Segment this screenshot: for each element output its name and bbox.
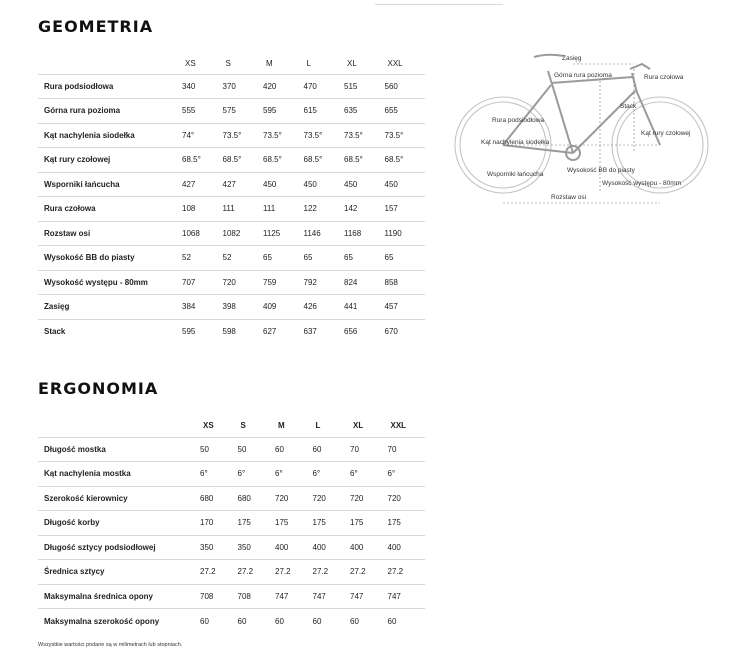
cell-value: 73.5° xyxy=(263,130,282,140)
table-row xyxy=(38,609,425,634)
cell-value: 655 xyxy=(384,106,398,116)
cell-value: 555 xyxy=(182,106,196,116)
cell-value: 656 xyxy=(344,327,358,336)
cell-value: 65 xyxy=(384,253,394,263)
row-label: Długość sztycy podsiodłowej xyxy=(44,542,156,552)
size-header-l: L xyxy=(306,58,311,68)
cell-value: 441 xyxy=(344,302,358,312)
row-label: Wysokość BB do piasty xyxy=(44,253,135,263)
cell-value: 637 xyxy=(303,327,317,336)
cell-value: 635 xyxy=(344,106,358,116)
row-label: Kąt nachylenia siodełka xyxy=(44,130,135,140)
cell-value: 759 xyxy=(263,277,277,287)
cell-value: 27.2 xyxy=(200,567,216,577)
cell-value: 720 xyxy=(312,493,326,503)
cell-value: 50 xyxy=(237,444,247,454)
cell-value: 707 xyxy=(182,277,196,287)
ergonomics-table xyxy=(38,414,425,633)
cell-value: 68.5° xyxy=(384,155,404,165)
cell-value: 70 xyxy=(350,444,359,454)
table-row xyxy=(38,99,425,124)
cell-value: 575 xyxy=(222,106,236,116)
label-standover: Wysokość występu - 80mm xyxy=(602,180,682,187)
cell-value: 1068 xyxy=(182,228,200,238)
cell-value: 627 xyxy=(263,327,277,336)
cell-value: 350 xyxy=(200,542,214,552)
cell-value: 1125 xyxy=(263,228,281,238)
cell-value: 426 xyxy=(303,302,317,312)
geometry-header-label xyxy=(38,53,182,74)
row-label: Wsporniki łańcucha xyxy=(44,179,120,189)
cell-value: 60 xyxy=(237,616,247,626)
size-header-xs: XS xyxy=(185,58,196,68)
cell-value: 175 xyxy=(350,518,364,528)
cell-value: 457 xyxy=(384,302,398,312)
cell-value: 175 xyxy=(312,518,326,528)
cell-value: 1168 xyxy=(344,228,362,238)
cell-value: 670 xyxy=(384,327,398,336)
row-label: Długość korby xyxy=(44,518,100,528)
label-seat-angle: Kąt nachylenia siodełka xyxy=(481,139,550,146)
cell-value: 68.5° xyxy=(303,155,323,165)
table-row xyxy=(38,511,425,536)
row-label: Rura czołowa xyxy=(44,204,96,214)
label-top-tube: Górna rura pozioma xyxy=(554,72,612,79)
row-label: Średnica sztycy xyxy=(44,567,105,577)
cell-value: 6° xyxy=(237,469,246,479)
cell-value: 60 xyxy=(312,616,322,626)
label-head-angle: Kąt rury czołowej xyxy=(641,130,691,137)
cell-value: 68.5° xyxy=(263,155,282,165)
ergo-size-header-m: M xyxy=(278,420,285,430)
row-label: Długość mostka xyxy=(44,444,106,454)
cell-value: 824 xyxy=(344,277,358,287)
cell-value: 50 xyxy=(200,444,209,454)
cell-value: 427 xyxy=(222,179,236,189)
cell-value: 65 xyxy=(263,253,272,263)
cell-value: 708 xyxy=(200,591,214,601)
seatstay-line xyxy=(503,85,551,145)
cell-value: 858 xyxy=(384,277,398,287)
cell-value: 747 xyxy=(387,591,401,601)
cell-value: 515 xyxy=(344,81,358,91)
top-divider xyxy=(375,4,503,5)
ergo-size-header-xs: XS xyxy=(203,420,214,430)
geometry-header-row xyxy=(38,53,425,74)
cell-value: 60 xyxy=(312,444,322,454)
cell-value: 747 xyxy=(312,591,326,601)
cell-value: 720 xyxy=(275,493,289,503)
cell-value: 60 xyxy=(350,616,359,626)
cell-value: 708 xyxy=(237,591,251,601)
cell-value: 170 xyxy=(200,518,214,528)
cell-value: 747 xyxy=(275,591,289,601)
label-reach: Zasięg xyxy=(562,55,582,62)
cell-value: 68.5° xyxy=(222,155,242,165)
cell-value: 73.5° xyxy=(222,130,242,140)
ergo-header-label xyxy=(38,414,200,437)
cell-value: 175 xyxy=(275,518,289,528)
cell-value: 68.5° xyxy=(344,155,363,165)
cell-value: 680 xyxy=(200,493,214,503)
table-row xyxy=(38,246,425,271)
cell-value: 720 xyxy=(387,493,401,503)
size-header-xxl: XXL xyxy=(387,58,403,68)
table-row xyxy=(38,535,425,560)
label-bb-drop: Wysokość BB do piasty xyxy=(567,167,635,174)
row-label: Stack xyxy=(44,327,66,336)
handlebar-shape xyxy=(630,64,650,69)
cell-value: 68.5° xyxy=(182,155,201,165)
cell-value: 52 xyxy=(182,253,191,263)
cell-value: 450 xyxy=(263,179,277,189)
row-label: Wysokość występu - 80mm xyxy=(44,277,148,287)
cell-value: 27.2 xyxy=(350,567,366,577)
row-label: Szerokość kierownicy xyxy=(44,493,128,503)
row-label: Maksymalna średnica opony xyxy=(44,591,153,601)
cell-value: 470 xyxy=(303,81,317,91)
ergo-size-header-xl: XL xyxy=(353,420,364,430)
cell-value: 65 xyxy=(303,253,313,263)
saddle-shape xyxy=(534,55,564,57)
table-row xyxy=(38,319,425,344)
cell-value: 720 xyxy=(222,277,236,287)
table-row xyxy=(38,123,425,148)
geometry-table xyxy=(38,53,425,344)
table-row xyxy=(38,437,425,462)
cell-value: 6° xyxy=(200,469,208,479)
cell-value: 400 xyxy=(350,542,364,552)
cell-value: 6° xyxy=(312,469,321,479)
cell-value: 60 xyxy=(200,616,209,626)
table-row xyxy=(38,148,425,173)
ergonomics-title: ERGONOMIA xyxy=(38,379,159,398)
cell-value: 175 xyxy=(237,518,251,528)
cell-value: 60 xyxy=(275,444,284,454)
table-row xyxy=(38,221,425,246)
cell-value: 409 xyxy=(263,302,277,312)
bike-geometry-diagram xyxy=(448,45,716,215)
geometry-title: GEOMETRIA xyxy=(38,17,154,36)
table-row xyxy=(38,172,425,197)
cell-value: 720 xyxy=(350,493,364,503)
ergonomics-header-row xyxy=(38,414,425,437)
cell-value: 70 xyxy=(387,444,397,454)
cell-value: 60 xyxy=(387,616,397,626)
cell-value: 340 xyxy=(182,81,196,91)
size-header-s: S xyxy=(225,58,231,68)
cell-value: 111 xyxy=(222,204,235,214)
row-label: Górna rura pozioma xyxy=(44,106,121,116)
table-row xyxy=(38,584,425,609)
cell-value: 747 xyxy=(350,591,364,601)
cell-value: 450 xyxy=(303,179,317,189)
cell-value: 65 xyxy=(344,253,353,263)
label-wheelbase: Rozstaw osi xyxy=(551,194,587,201)
cell-value: 598 xyxy=(222,327,236,336)
cell-value: 450 xyxy=(344,179,358,189)
cell-value: 420 xyxy=(263,81,277,91)
cell-value: 175 xyxy=(387,518,401,528)
row-label: Zasięg xyxy=(44,302,70,312)
ergo-size-header-xxl: XXL xyxy=(390,420,407,430)
chainstay-line xyxy=(503,145,573,153)
cell-value: 73.5° xyxy=(303,130,323,140)
cell-value: 60 xyxy=(275,616,284,626)
cell-value: 111 xyxy=(263,204,276,214)
cell-value: 370 xyxy=(222,81,236,91)
units-footnote: Wszystkie wartości podane są w milimetrach lub stopniach. xyxy=(38,642,183,648)
cell-value: 615 xyxy=(303,106,317,116)
cell-value: 680 xyxy=(237,493,251,503)
cell-value: 450 xyxy=(384,179,398,189)
label-seat-tube: Rura podsiodłowa xyxy=(492,117,545,124)
table-row xyxy=(38,74,425,99)
cell-value: 73.5° xyxy=(344,130,363,140)
cell-value: 74° xyxy=(182,130,195,140)
table-row xyxy=(38,560,425,585)
head-tube-line xyxy=(632,73,637,93)
cell-value: 1082 xyxy=(222,228,241,238)
cell-value: 398 xyxy=(222,302,236,312)
table-row xyxy=(38,462,425,487)
ergo-size-header-s: S xyxy=(240,420,246,430)
cell-value: 560 xyxy=(384,81,398,91)
label-head-tube: Rura czołowa xyxy=(644,74,684,81)
label-chainstay: Wsporniki łańcucha xyxy=(487,171,544,178)
cell-value: 27.2 xyxy=(275,567,291,577)
cell-value: 73.5° xyxy=(384,130,404,140)
cell-value: 792 xyxy=(303,277,317,287)
cell-value: 27.2 xyxy=(237,567,254,577)
cell-value: 595 xyxy=(182,327,196,336)
cell-value: 108 xyxy=(182,204,196,214)
cell-value: 157 xyxy=(384,204,398,214)
cell-value: 6° xyxy=(275,469,283,479)
size-header-xl: XL xyxy=(347,58,357,68)
row-label: Kąt nachylenia mostka xyxy=(44,469,131,479)
cell-value: 350 xyxy=(237,542,251,552)
cell-value: 400 xyxy=(387,542,401,552)
cell-value: 1190 xyxy=(384,228,402,238)
row-label: Kąt rury czołowej xyxy=(44,155,111,165)
cell-value: 6° xyxy=(350,469,358,479)
size-header-m: M xyxy=(266,58,273,68)
cell-value: 384 xyxy=(182,302,196,312)
cell-value: 122 xyxy=(303,204,317,214)
table-row xyxy=(38,486,425,511)
cell-value: 427 xyxy=(182,179,196,189)
cell-value: 1146 xyxy=(303,228,321,238)
down-tube-line xyxy=(573,91,635,153)
cell-value: 400 xyxy=(275,542,289,552)
cell-value: 400 xyxy=(312,542,326,552)
ergo-size-header-l: L xyxy=(315,420,321,430)
row-label: Maksymalna szerokość opony xyxy=(44,616,160,626)
row-label: Rozstaw osi xyxy=(44,228,91,238)
table-row xyxy=(38,270,425,295)
cell-value: 595 xyxy=(263,106,277,116)
cell-value: 6° xyxy=(387,469,396,479)
cell-value: 52 xyxy=(222,253,232,263)
label-stack: Stack xyxy=(620,103,637,110)
row-label: Rura podsiodłowa xyxy=(44,81,114,91)
cell-value: 27.2 xyxy=(312,567,329,577)
cell-value: 27.2 xyxy=(387,567,404,577)
table-row xyxy=(38,197,425,222)
cell-value: 142 xyxy=(344,204,358,214)
table-row xyxy=(38,295,425,320)
